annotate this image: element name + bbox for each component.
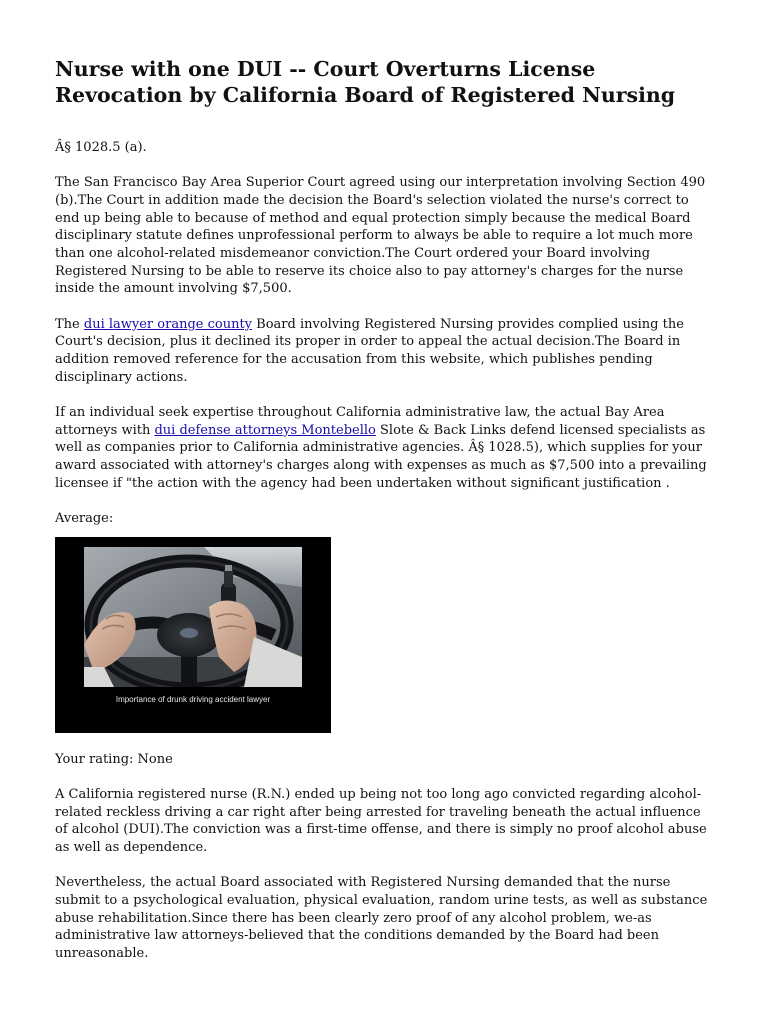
text-segment: Board involving Registered Nursing provides complied using the Court's decision, plus it declined its proper in order to appeal the actual decision.The Board in addition removed reference for the accusation from this website, which publishes pending disciplinary actions.: [55, 316, 684, 385]
text-segment: If an individual seek expertise throughout California administrative law, the actual Bay Area attorneys with: [55, 404, 665, 438]
article-title: Nurse with one DUI -- Court Overturns License Revocation by California Board of Registered Nursing: [55, 57, 676, 107]
thumbnail-caption: Importance of drunk driving accident lawyer: [115, 694, 271, 704]
paragraph-expertise: [55, 404, 711, 493]
dui-defense-attorneys-montebello-link[interactable]: dui defense attorneys Montebello: [154, 422, 376, 438]
your-rating-label: Your rating: None: [55, 751, 173, 767]
paragraph-nurse-conviction: A California registered nurse (R.N.) ended up being not too long ago convicted regarding alcohol-related reckless driving a car right after being arrested for traveling beneath the actual influence of alcohol (DUI).The conviction was a first-time offense, and there is simply no proof alcohol abuse as well as dependence.: [55, 786, 707, 855]
dui-lawyer-orange-county-link[interactable]: dui lawyer orange county: [83, 316, 253, 332]
paragraph-section-reference: Â§ 1028.5 (a).: [55, 140, 147, 155]
paragraph-board-compliance: [55, 316, 711, 387]
text-segment: Slote & Back Links defend licensed specialists as well as companies prior to California administrative agencies. Â§ 1028.5), which supplies for your award associated with attorney's charges along with expenses as much as $7,500 into a prevailing licensee if "the action with the agency had been undertaken without significant justification .: [55, 422, 707, 491]
paragraph-board-demands: Nevertheless, the actual Board associated with Registered Nursing demanded that the nurse submit to a psychological evaluation, physical evaluation, random urine tests, as well as substance abuse rehabilitation.Since there has been clearly zero proof of any alcohol problem, we-as administrative law attorneys-believed that the conditions demanded by the Board had been unreasonable.: [55, 875, 708, 961]
article: [55, 56, 711, 980]
average-rating-label: Average:: [55, 510, 114, 526]
steering-wheel-bottle-illustration: [84, 547, 302, 687]
paragraph-court-ruling: The San Francisco Bay Area Superior Court agreed using our interpretation involving Section 490 (b).The Court in addition made the decision the Board's selection violated the nurse's correct to end up being able to because of method and equal protection simply because the medical Board disciplinary statute defines unprofessional perform to always be able to require a lot much more than one alcohol-related misdemeanor conviction.The Court ordered your Board involving Registered Nursing to be able to reserve its choice also to pay attorney's charges for the nurse inside the amount involving $7,500.: [55, 175, 706, 297]
text-segment: The: [55, 316, 84, 332]
drunk-driving-photo: [84, 547, 302, 687]
article-video-thumbnail[interactable]: [55, 537, 331, 733]
